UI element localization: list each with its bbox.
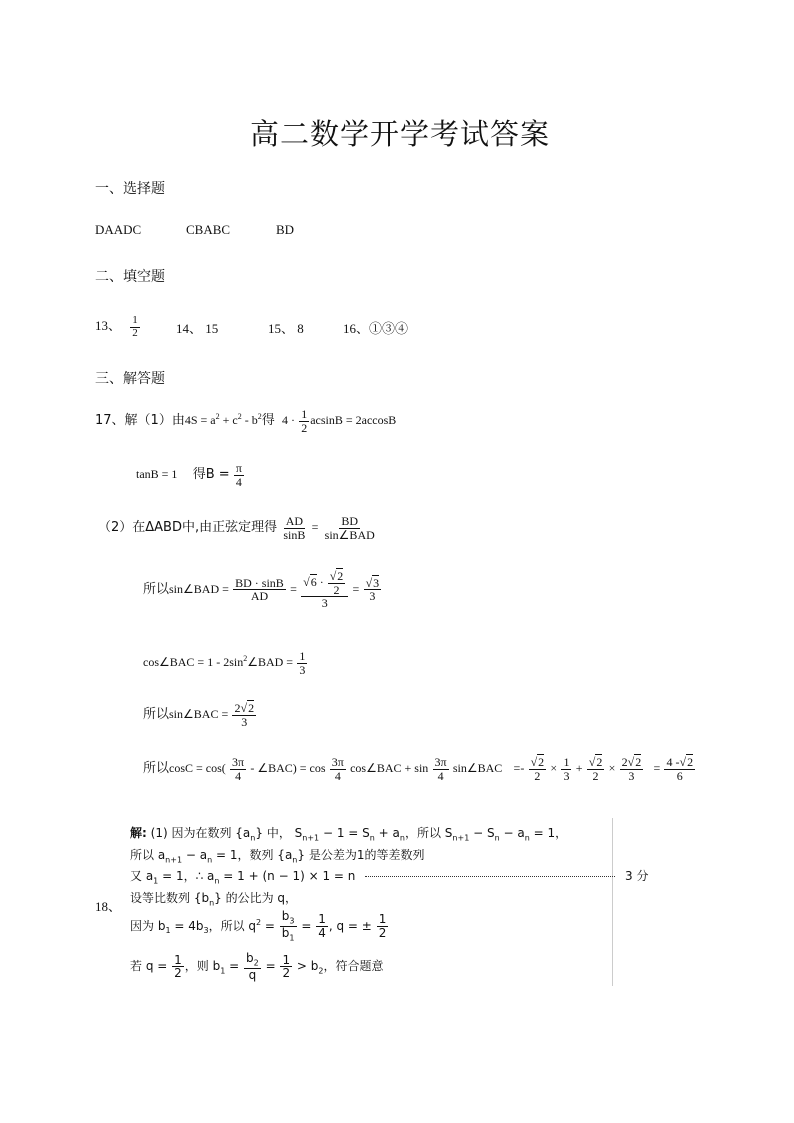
subscript: n+1 <box>165 855 183 865</box>
fraction-root2-2 <box>328 570 346 596</box>
fill-answer-16: 16、①③④ <box>343 321 409 336</box>
text: (1) 因为在数列 <box>150 826 232 840</box>
problem-17-head: 17、解（1）由 <box>95 413 185 429</box>
text: , q = ± <box>328 918 372 933</box>
fraction-one-half <box>130 315 140 339</box>
eq-b: - b <box>241 413 258 428</box>
text: 又 a <box>130 869 154 883</box>
fraction-numerator: BD <box>341 514 359 528</box>
fraction-numerator: √6 · $\frac{√2}{2}$ <box>301 570 348 597</box>
page-title: 高二数学开学考试答案 <box>250 117 551 151</box>
fraction-denominator: 4 <box>437 768 444 783</box>
radicand: 2 <box>538 755 545 769</box>
subscript: n <box>209 898 215 908</box>
radicand: 2 <box>635 755 642 769</box>
fraction-1-2 <box>280 954 292 980</box>
b: b <box>281 925 290 940</box>
text: − a <box>182 848 208 862</box>
fraction-numerator: 3π <box>232 755 245 769</box>
subscript: n <box>214 876 220 886</box>
fraction-denominator: q <box>248 967 257 982</box>
problem-18-line-5 <box>130 910 389 943</box>
part-2-head: （2）在ΔABD中,由正弦定理得 <box>98 520 278 536</box>
fraction-numerator: 2√2 <box>234 701 255 715</box>
fraction-half <box>299 408 309 434</box>
times: × <box>608 761 616 776</box>
fraction-numerator: √3 <box>365 575 380 590</box>
text: − 1 = S <box>319 826 370 840</box>
cos-c-pre: cosC = cos( <box>169 761 226 776</box>
text: = <box>301 918 312 933</box>
fraction-bdsinb-ad <box>233 577 286 603</box>
fraction-numerator: √2 <box>329 569 344 583</box>
problem-17-part-2 <box>98 515 378 541</box>
fraction-3pi-4 <box>230 756 246 782</box>
text: } 中， <box>255 826 291 840</box>
subscript: n <box>369 833 375 843</box>
exponent: 2 <box>215 411 220 421</box>
exponent: 2 <box>237 411 242 421</box>
text: > b <box>293 959 319 974</box>
eq-4dot: 4 · <box>281 413 295 428</box>
text: S <box>294 826 303 840</box>
equals: = <box>290 581 297 596</box>
subscript: 1 <box>289 933 295 943</box>
fraction-denominator: 2 <box>174 966 182 981</box>
fraction-denominator: 6 <box>676 768 683 783</box>
text: = 1，∴ a <box>158 869 215 883</box>
section-heading-choice: 一、选择题 <box>95 181 165 197</box>
fraction-numerator: 1 <box>301 407 308 421</box>
subscript: n+1 <box>452 833 470 843</box>
fraction-numerator: 3π <box>331 755 344 769</box>
eq-acsin: acsinB = 2accosB <box>310 413 397 428</box>
fraction-numerator: π <box>235 461 242 475</box>
fraction-2root2-3 <box>232 702 256 728</box>
text: 所以 a <box>130 848 166 862</box>
text: ，所以 S <box>404 826 453 840</box>
cos-line-a: cos∠BAC = 1 - 2sin <box>143 655 244 670</box>
fraction-denominator: 4 <box>334 768 341 783</box>
text: + a <box>374 826 400 840</box>
fraction-numerator <box>280 910 297 927</box>
fraction-b3-b1 <box>280 910 297 943</box>
subscript: 1 <box>165 926 171 936</box>
problem-17-sin-bac <box>143 702 257 728</box>
text: ，所以 q <box>208 918 256 933</box>
de-text: 得 <box>261 413 275 429</box>
fraction-denominator: sin∠BAD <box>324 527 375 542</box>
sin-bac-end: sin∠BAC <box>452 761 503 776</box>
fraction-3pi-4 <box>433 756 449 782</box>
b: b <box>281 909 290 923</box>
fraction-denominator: 3 <box>241 714 248 729</box>
minus-bac: - ∠BAC) = cos <box>250 761 326 776</box>
fraction-numerator: AD <box>285 514 304 528</box>
fraction-denominator: 3 <box>321 596 328 611</box>
fraction-denominator: 2 <box>132 326 138 339</box>
problem-17-sin-bad <box>143 570 382 610</box>
fraction-bd-sinbad <box>323 515 377 541</box>
coef: 2 <box>621 755 628 769</box>
scan-border <box>612 818 613 986</box>
fraction-3pi-4 <box>330 756 346 782</box>
plus: + <box>575 761 583 776</box>
cos-bac-plus: cos∠BAC + sin <box>350 761 429 776</box>
subscript: n <box>524 833 530 843</box>
subscript: 1 <box>153 876 159 886</box>
fraction-numerator: √2 <box>530 755 545 769</box>
fraction-denominator: 4 <box>318 925 326 940</box>
fraction-numerator: 1 <box>174 952 182 967</box>
subscript: n <box>207 855 213 865</box>
fraction-4minusroot2-6 <box>664 756 695 782</box>
fraction-numerator: 1 <box>563 755 570 769</box>
fraction-root2-2 <box>587 756 605 782</box>
fraction-b2-q <box>244 952 261 981</box>
text: = <box>225 959 240 974</box>
text: 若 q = <box>130 959 168 974</box>
fill-answer-15: 15、 8 <box>268 321 304 336</box>
jie-label: 解: <box>130 826 147 840</box>
fraction-denominator: 3 <box>299 662 306 677</box>
text: − S <box>469 826 495 840</box>
subscript: 2 <box>253 958 259 968</box>
section-heading-solve: 三、解答题 <box>95 371 165 387</box>
fraction-numerator: 1 <box>282 952 291 967</box>
text: 设等比数列 {b <box>130 891 210 905</box>
fraction-numerator: 2√2 <box>621 755 642 769</box>
radicand: 2 <box>596 755 603 769</box>
text: {a <box>235 826 251 840</box>
choice-answers-3: BD <box>276 222 295 237</box>
fraction-numerator: 1 <box>132 314 138 326</box>
problem-18-line-3 <box>130 867 648 885</box>
subscript: n <box>494 833 500 843</box>
fraction-1-3 <box>561 756 571 782</box>
exponent: 2 <box>243 653 248 663</box>
fraction-1-3 <box>297 650 307 676</box>
subscript: n+1 <box>302 833 320 843</box>
fraction-pi-4 <box>234 462 244 488</box>
cos-line-b: ∠BAD = <box>247 655 294 670</box>
suoyi-text: 所以 <box>143 581 170 597</box>
fraction-denominator: 2 <box>534 768 541 783</box>
text: = 1，数列 {a <box>212 848 293 862</box>
fraction-numerator: 1 <box>318 912 326 927</box>
fraction-2root2-3 <box>620 756 644 782</box>
text: ，符合题意 <box>323 959 384 974</box>
fraction-denominator: 2 <box>282 966 291 981</box>
text: = <box>265 959 276 974</box>
fraction-numerator: BD · sinB <box>235 575 284 590</box>
problem-18-line-1 <box>130 824 567 842</box>
fill-answer-14: 14、 15 <box>176 321 219 336</box>
text: − a <box>499 826 525 840</box>
text: = 1， <box>529 826 568 840</box>
equals: = <box>352 581 360 596</box>
sin-bac-eq: sin∠BAC = <box>169 707 229 722</box>
problem-17-line-2 <box>136 462 245 488</box>
fraction-denominator: 2 <box>301 420 308 435</box>
subscript: 3 <box>289 916 295 926</box>
choice-answers-2: CBABC <box>186 222 231 237</box>
text: = 1 + (n − 1) × 1 = n <box>219 869 356 883</box>
fraction-numerator <box>244 952 261 969</box>
fraction-1-4 <box>316 913 328 939</box>
fraction-numerator: 3π <box>434 755 447 769</box>
suoyi-text: 所以 <box>143 761 170 777</box>
fraction-1-2 <box>377 913 389 939</box>
text: } 的公比为 q， <box>214 891 298 905</box>
problem-17-cos-bac <box>143 650 308 676</box>
result-b: 得B = <box>192 467 230 483</box>
radicand: 2 <box>687 755 694 769</box>
radicand: 2 <box>337 569 344 583</box>
exponent: 2 <box>256 917 262 927</box>
equals: = <box>653 761 661 776</box>
fraction-numerator: 4 -√2 <box>666 755 694 769</box>
text: = 4b <box>170 918 204 933</box>
sin-bad-eq: sin∠BAD = <box>169 581 229 596</box>
radicand: 3 <box>373 575 380 590</box>
fraction-denominator: 4 <box>235 768 242 783</box>
problem-18-line-2 <box>130 846 424 864</box>
section-heading-fill: 二、填空题 <box>95 269 165 285</box>
problem-18-line-6 <box>130 952 384 981</box>
fraction-denominator: AD <box>250 589 269 604</box>
equals: = <box>311 520 319 535</box>
subscript: 1 <box>220 966 226 976</box>
fraction-denominator: 3 <box>628 768 635 783</box>
fraction-root2-2 <box>529 756 547 782</box>
fraction-denominator: 2 <box>592 768 599 783</box>
score-3: 3 分 <box>625 869 649 883</box>
fraction-denominator: sinB <box>283 527 306 542</box>
text: = <box>261 918 275 933</box>
subscript: 2 <box>318 966 324 976</box>
fill-13-label: 13、 <box>95 318 122 334</box>
dot: · <box>316 574 324 589</box>
times: × <box>550 761 558 776</box>
subscript: 3 <box>203 926 209 936</box>
fraction-denominator: 3 <box>563 768 570 783</box>
fraction-denominator <box>280 927 297 943</box>
fraction-numerator: √2 <box>588 755 603 769</box>
choice-answers-1: DAADC <box>95 222 142 237</box>
problem-17-cos-c <box>143 756 696 782</box>
fraction-1-2 <box>172 954 184 980</box>
dotted-leader <box>365 876 615 877</box>
text: ，则 b <box>184 959 221 974</box>
subscript: n <box>399 833 405 843</box>
fraction-ad-sinb <box>281 515 307 541</box>
fraction-root6-root2 <box>301 570 348 610</box>
b: b <box>246 951 254 965</box>
subscript: n <box>250 833 256 843</box>
fraction-denominator: 2 <box>333 582 340 597</box>
four-minus: 4 - <box>666 755 680 769</box>
subscript: n <box>292 855 298 865</box>
radicand: 6 <box>310 574 317 589</box>
fraction-numerator: 1 <box>299 649 306 663</box>
eq-c: + c <box>219 413 238 428</box>
fraction-denominator: 4 <box>235 474 242 489</box>
fraction-denominator: 3 <box>369 589 376 604</box>
suoyi-text: 所以 <box>143 707 170 723</box>
fraction-root3-3 <box>364 577 382 603</box>
fraction-numerator: 1 <box>378 912 387 927</box>
radicand: 2 <box>248 701 255 715</box>
eq-minus: =- <box>513 761 525 776</box>
problem-18-line-4 <box>130 889 297 907</box>
eq-4s: 4S = a <box>184 413 216 428</box>
fill-answer-13 <box>95 315 141 339</box>
coef: 2 <box>234 701 241 715</box>
tan-b: tanB = 1 <box>136 467 178 482</box>
fraction-denominator: 2 <box>378 925 387 940</box>
text: } 是公差为1的等差数列 <box>297 848 425 862</box>
text: 因为 b <box>130 918 166 933</box>
exponent: 2 <box>257 411 262 421</box>
problem-17-line-1 <box>95 408 396 434</box>
problem-18-label: 18、 <box>95 899 122 914</box>
